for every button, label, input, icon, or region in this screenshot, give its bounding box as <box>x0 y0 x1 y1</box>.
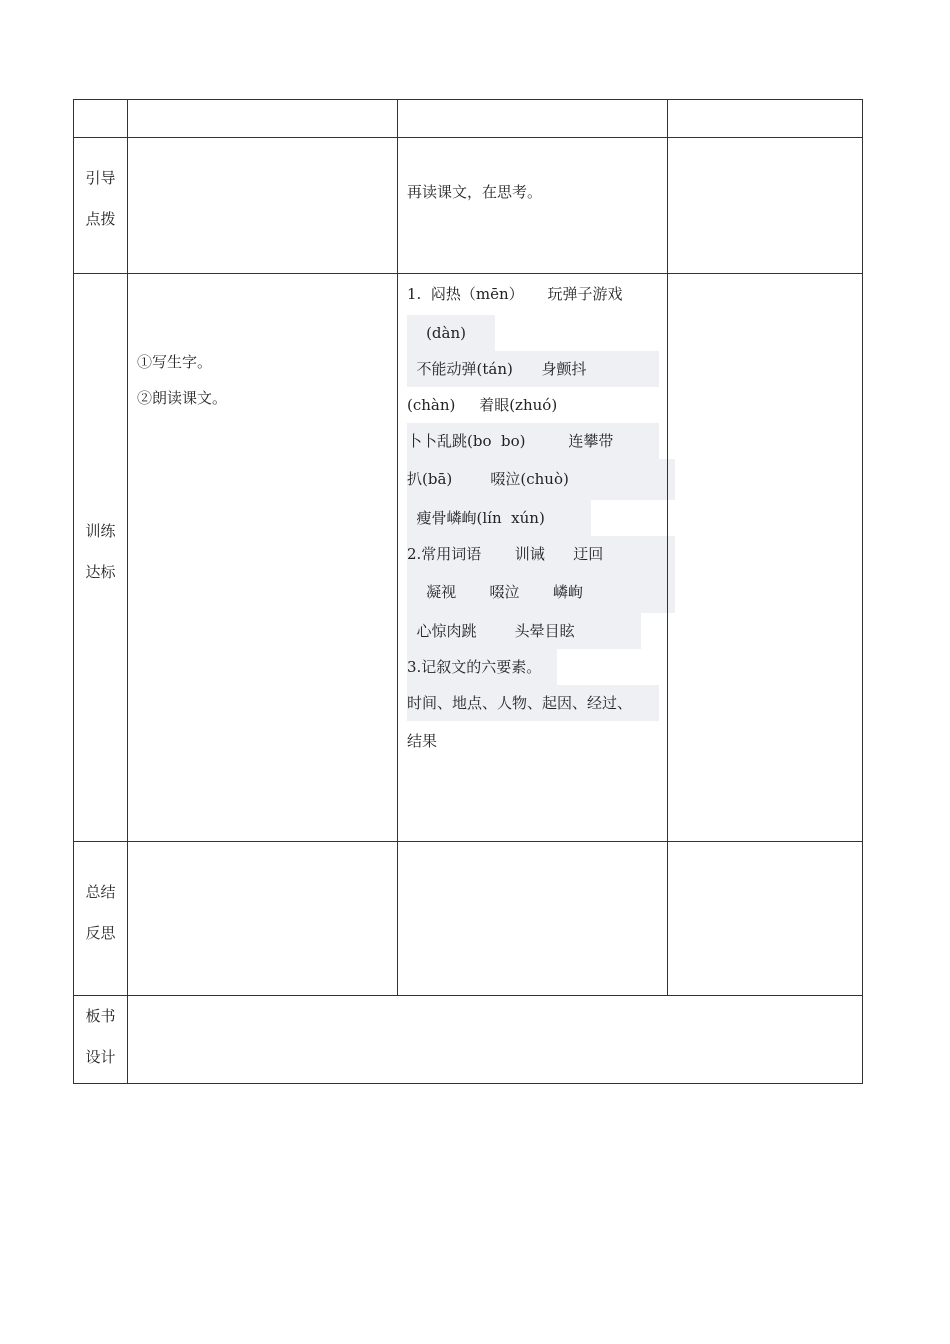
training-line-13: 结果 <box>407 732 438 750</box>
board-label-line-2: 设计 <box>85 1048 116 1066</box>
header-cell-3 <box>668 100 863 138</box>
training-line-4: (chàn) 着眼(zhuó) <box>407 396 558 414</box>
training-line-10: 心惊肉跳 头晕目眩 <box>407 613 641 649</box>
summary-label-cell <box>74 842 128 996</box>
training-teacher-cell <box>128 274 398 842</box>
guide-label-cell <box>74 138 128 274</box>
training-row <box>74 274 863 842</box>
training-line-6: 扒(bā) 啜泣(chuò) <box>407 459 675 500</box>
header-cell-0 <box>74 100 128 138</box>
summary-teacher-cell <box>128 842 398 996</box>
guide-label-line-1: 引导 <box>85 169 116 187</box>
training-line-3: 不能动弹(tán) 身颤抖 <box>407 351 659 387</box>
header-row <box>74 100 863 138</box>
training-teacher-item-2: ②朗读课文。 <box>137 389 228 407</box>
training-label-cell <box>74 274 128 842</box>
summary-student-cell <box>398 842 668 996</box>
training-line-7: 瘦骨嶙峋(lín xún) <box>407 500 591 536</box>
summary-label-line-2: 反思 <box>85 924 116 942</box>
guide-row <box>74 138 863 274</box>
training-line-11: 3.记叙文的六要素。 <box>407 649 557 685</box>
training-teacher-item-1: ①写生字。 <box>137 353 213 371</box>
board-row <box>74 996 863 1084</box>
board-content-cell <box>128 996 863 1084</box>
board-label-line-1: 板书 <box>85 1007 116 1025</box>
training-line-1: 1. 闷热（mēn） 玩弹子游戏 <box>407 285 623 303</box>
summary-label-line-1: 总结 <box>85 883 116 901</box>
training-line-12: 时间、地点、人物、起因、经过、 <box>407 685 659 721</box>
training-student-lines <box>398 274 667 762</box>
summary-row <box>74 842 863 996</box>
training-line-9: 凝视 啜泣 嶙峋 <box>407 572 675 613</box>
training-line-2: (dàn) <box>407 315 495 351</box>
training-label-line-2: 达标 <box>85 563 116 581</box>
guide-student-cell <box>398 138 668 274</box>
board-label-cell <box>74 996 128 1084</box>
training-notes-cell <box>668 274 863 842</box>
training-line-5: 卜卜乱跳(bo bo) 连攀带 <box>407 423 659 459</box>
guide-label-line-2: 点拨 <box>85 210 116 228</box>
training-student-cell <box>398 274 668 842</box>
summary-notes-cell <box>668 842 863 996</box>
guide-notes-cell <box>668 138 863 274</box>
lesson-plan-table <box>73 99 863 1084</box>
guide-student-text: 再读课文，在思考。 <box>407 183 543 201</box>
header-cell-1 <box>128 100 398 138</box>
header-cell-2 <box>398 100 668 138</box>
guide-teacher-cell <box>128 138 398 274</box>
training-line-8: 2.常用词语 训诫 迂回 <box>407 536 675 572</box>
training-label-line-1: 训练 <box>85 522 116 540</box>
